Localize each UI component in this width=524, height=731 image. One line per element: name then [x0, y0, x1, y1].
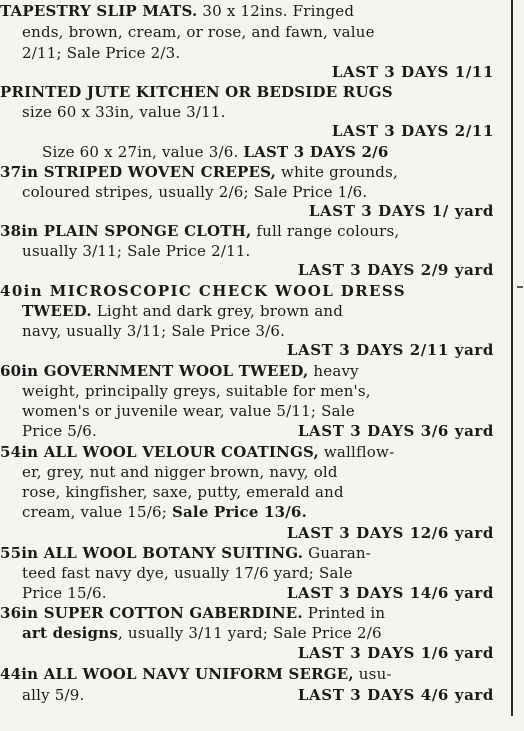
ad-text: , usually 3/11 yard; Sale Price 2/6: [118, 624, 382, 642]
ad-text: Size 60 x 27in, value 3/6.: [42, 143, 244, 161]
column-rule: [511, 0, 513, 716]
ad-text: art designs: [22, 624, 118, 642]
ad-text: Printed in: [302, 604, 386, 622]
ad-heading: 36in SUPER COTTON GABERDINE.: [0, 604, 303, 622]
ad-line: [0, 544, 371, 562]
ad-line: [0, 362, 359, 380]
ad-line: [22, 503, 307, 521]
edge-mark: [517, 286, 523, 288]
ad-line: ends, brown, cream, or rose, and fawn, value: [22, 23, 375, 41]
ad-text: heavy: [308, 362, 359, 380]
sale-price: LAST 3 DAYS 1/11: [331, 63, 494, 81]
sale-price: LAST 3 DAYS 2/6: [243, 143, 389, 161]
sale-price: LAST 3 DAYS 2/11: [331, 122, 494, 140]
ad-heading: 54in ALL WOOL VELOUR COATINGS,: [0, 443, 319, 461]
ad-line: [0, 2, 354, 20]
sale-price: LAST 3 DAYS 12/6 yard: [286, 524, 494, 542]
ad-line: [0, 163, 398, 181]
sale-price: LAST 3 DAYS 2/9 yard: [297, 261, 494, 279]
ad-heading: 60in GOVERNMENT WOOL TWEED,: [0, 362, 309, 380]
ad-line: [0, 604, 385, 622]
ad-line: coloured stripes, usually 2/6; Sale Price 1/6.: [22, 183, 368, 201]
ad-line: size 60 x 33in, value 3/11.: [22, 103, 226, 121]
ad-heading: 40in MICROSCOPIC CHECK WOOL DRESS: [0, 282, 407, 300]
ad-line: [0, 222, 399, 240]
ad-text: usu-: [353, 665, 392, 683]
ad-line: navy, usually 3/11; Sale Price 3/6.: [22, 322, 286, 340]
ad-line: [42, 143, 388, 161]
sale-price: LAST 3 DAYS 3/6 yard: [297, 422, 494, 440]
sale-price: LAST 3 DAYS 1/ yard: [308, 202, 494, 220]
ad-heading: TAPESTRY SLIP MATS.: [0, 2, 198, 20]
ad-line: women's or juvenile wear, value 5/11; Sale: [22, 402, 355, 420]
ad-line: [0, 665, 392, 683]
ad-line: weight, principally greys, suitable for men's,: [22, 382, 371, 400]
ad-text: Light and dark grey, brown and: [91, 302, 344, 320]
ad-text: cream, value 15/6;: [22, 503, 172, 521]
ad-text: Sale Price 13/6.: [171, 503, 307, 521]
ad-line: [22, 302, 343, 320]
ad-line: usually 3/11; Sale Price 2/11.: [22, 242, 251, 260]
ad-line: ally 5/9.: [22, 686, 85, 704]
ad-text: wallflow-: [318, 443, 395, 461]
sale-price: LAST 3 DAYS 14/6 yard: [286, 584, 494, 602]
ad-line: [0, 443, 394, 461]
ad-line: er, grey, nut and nigger brown, navy, old: [22, 463, 338, 481]
ad-heading: 38in PLAIN SPONGE CLOTH,: [0, 222, 252, 240]
ad-text: Guaran-: [303, 544, 371, 562]
ad-text: full range colours,: [251, 222, 400, 240]
ad-line: [22, 624, 382, 642]
ad-heading: PRINTED JUTE KITCHEN OR BEDSIDE RUGS: [0, 83, 393, 101]
ad-heading: TWEED.: [22, 302, 92, 320]
ad-line: teed fast navy dye, usually 17/6 yard; Sale: [22, 564, 353, 582]
ad-text: 30 x 12ins. Fringed: [197, 2, 355, 20]
ad-line: 2/11; Sale Price 2/3.: [22, 44, 181, 62]
ad-heading: 55in ALL WOOL BOTANY SUITING.: [0, 544, 304, 562]
ad-heading: 37in STRIPED WOVEN CREPES,: [0, 163, 277, 181]
ad-line: Price 5/6.: [22, 422, 98, 440]
sale-price: LAST 3 DAYS 1/6 yard: [297, 644, 494, 662]
sale-price: LAST 3 DAYS 2/11 yard: [286, 341, 494, 359]
ad-line: rose, kingfisher, saxe, putty, emerald and: [22, 483, 344, 501]
sale-price: LAST 3 DAYS 4/6 yard: [297, 686, 494, 704]
ad-text: white grounds,: [276, 163, 398, 181]
ad-line: Price 15/6.: [22, 584, 107, 602]
ad-heading: 44in ALL WOOL NAVY UNIFORM SERGE,: [0, 665, 354, 683]
